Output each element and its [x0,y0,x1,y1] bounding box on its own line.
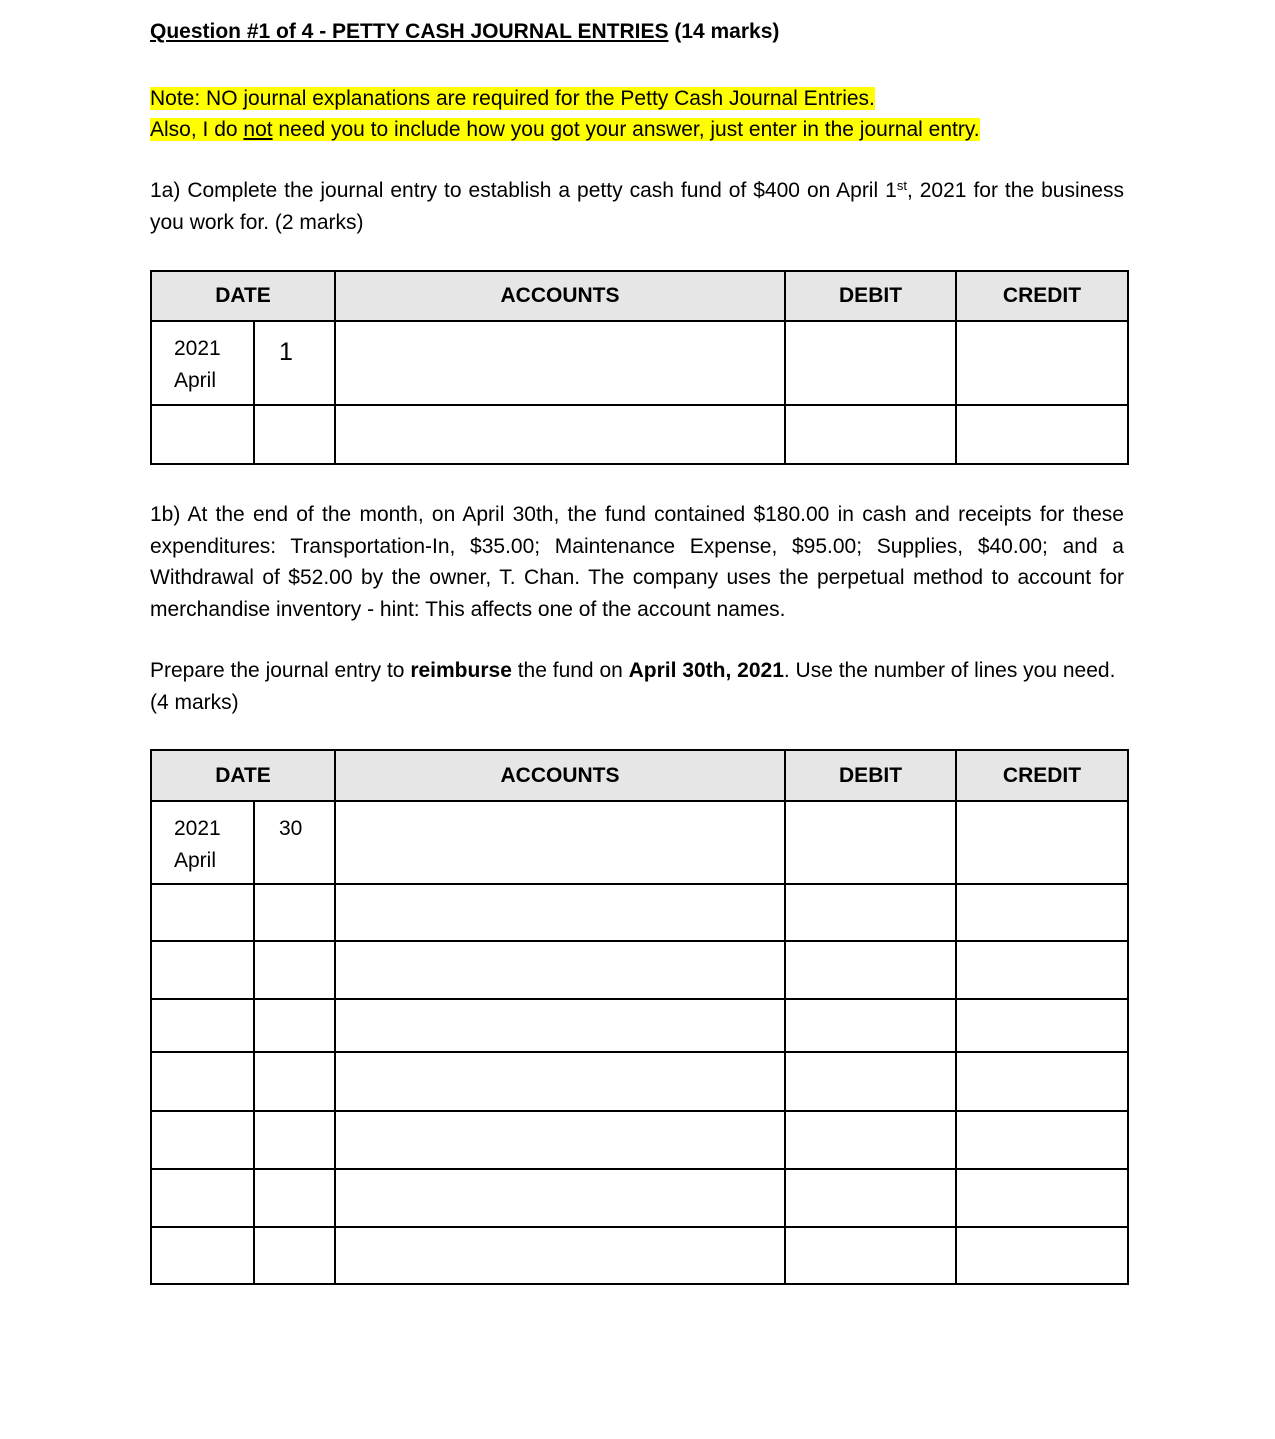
debit-cell[interactable] [785,1052,956,1111]
journal-table-1b [150,749,1129,1285]
credit-cell[interactable] [956,1111,1128,1169]
accounts-cell[interactable] [335,999,785,1052]
credit-cell[interactable] [956,884,1128,941]
date-day-cell[interactable]: 30 [254,801,335,884]
note-line-2-underlined: not [243,118,273,141]
accounts-cell[interactable] [335,941,785,999]
debit-header: DEBIT [785,750,956,801]
debit-cell[interactable] [785,321,956,405]
part-1b-instructions: 1b) At the end of the month, on April 30th, the fund contained $180.00 in cash and receipts for these expenditures: Transportation-In, $35.00; Maintenance Expense, $95.00; Supplies, $40.00; and a Withdrawal of $52.00 by the owner, T. Chan. The company uses the perpetual method to account for merchandise inventory - hint: This affects one of the account names. [150,503,1124,621]
date-year-month-cell[interactable] [151,1227,254,1284]
credit-header: CREDIT [956,271,1128,321]
table-row [151,1052,1128,1111]
journal-table-1a [150,270,1129,465]
accounts-cell[interactable] [335,801,785,884]
date-year-month-cell[interactable] [151,1111,254,1169]
credit-cell[interactable] [956,801,1128,884]
accounts-cell[interactable] [335,1111,785,1169]
date-year-month-cell[interactable] [151,1052,254,1111]
table-row [151,1111,1128,1169]
date-day-cell[interactable] [254,1169,335,1227]
question-title-main: Question #1 of 4 - PETTY CASH JOURNAL ENTRIES [150,20,669,43]
date-day-cell[interactable] [254,941,335,999]
date-year-month-cell[interactable] [151,801,254,884]
date-day-cell[interactable] [254,1052,335,1111]
accounts-cell[interactable] [335,1227,785,1284]
date-month: April [174,368,217,392]
debit-cell[interactable] [785,1111,956,1169]
accounts-cell[interactable] [335,1052,785,1111]
prepare-bold-reimburse: reimburse [410,659,512,682]
prepare-instructions [150,655,1124,718]
accounts-cell[interactable] [335,884,785,941]
credit-cell[interactable] [956,405,1128,464]
note-line-2-end: need you to include how you got your answer, just enter in the journal entry. [272,118,980,141]
prepare-bold-date: April 30th, 2021 [628,659,784,682]
table-row [151,405,1128,464]
accounts-cell[interactable] [335,405,785,464]
debit-cell[interactable] [785,801,956,884]
credit-cell[interactable] [956,1227,1128,1284]
date-day-cell[interactable]: 1 [254,321,335,405]
table-row [151,1169,1128,1227]
date-day-cell[interactable] [254,999,335,1052]
date-year-month-cell[interactable] [151,1169,254,1227]
note-line-1: Note: NO journal explanations are required for the Petty Cash Journal Entries. [150,87,875,110]
debit-cell[interactable] [785,941,956,999]
table-row [151,321,1128,405]
date-year-month-cell[interactable] [151,884,254,941]
debit-cell[interactable] [785,1227,956,1284]
prepare-text-2: the fund on [511,659,629,682]
date-day-cell[interactable] [254,1227,335,1284]
credit-cell[interactable] [956,941,1128,999]
prepare-text-1: Prepare the journal entry to [150,659,411,682]
table-row [151,999,1128,1052]
date-header: DATE [151,271,335,321]
date-day-cell[interactable] [254,1111,335,1169]
table-header-row [151,271,1128,321]
date-year-month-cell[interactable] [151,941,254,999]
accounts-header: ACCOUNTS [335,750,785,801]
accounts-header: ACCOUNTS [335,271,785,321]
credit-cell[interactable] [956,1169,1128,1227]
table-row [151,884,1128,941]
table-row [151,941,1128,999]
question-title-marks: (14 marks) [674,20,780,43]
table-row [151,801,1128,884]
date-year: 2021 [174,337,221,360]
table-row [151,1227,1128,1284]
prepare-text-3: . Use the number of lines you need. (4 marks) [150,659,1116,714]
note-line-2-start: Also, I do [150,118,244,141]
table-header-row [151,750,1128,801]
part-1a-text-start: 1a) Complete the journal entry to establish a petty cash fund of $400 on April 1 [150,179,897,202]
credit-cell[interactable] [956,321,1128,405]
debit-cell[interactable] [785,999,956,1052]
question-title [150,20,779,44]
highlighted-note [150,83,980,145]
date-header: DATE [151,750,335,801]
credit-cell[interactable] [956,1052,1128,1111]
date-day-cell[interactable] [254,884,335,941]
date-day-cell[interactable] [254,405,335,464]
date-year: 2021 [174,817,221,840]
debit-cell[interactable] [785,405,956,464]
part-1a-superscript: st [896,178,907,193]
debit-cell[interactable] [785,884,956,941]
credit-header: CREDIT [956,750,1128,801]
part-1a-instructions [150,175,1124,238]
part-1a-text-end: , 2021 for the business you work for. (2 marks) [150,179,1124,234]
accounts-cell[interactable] [335,1169,785,1227]
credit-cell[interactable] [956,999,1128,1052]
date-year-month-cell[interactable] [151,405,254,464]
date-month: April [174,848,217,872]
accounts-cell[interactable] [335,321,785,405]
date-year-month-cell[interactable] [151,321,254,405]
note-line-2 [150,118,980,141]
date-year-month-cell[interactable] [151,999,254,1052]
debit-header: DEBIT [785,271,956,321]
debit-cell[interactable] [785,1169,956,1227]
